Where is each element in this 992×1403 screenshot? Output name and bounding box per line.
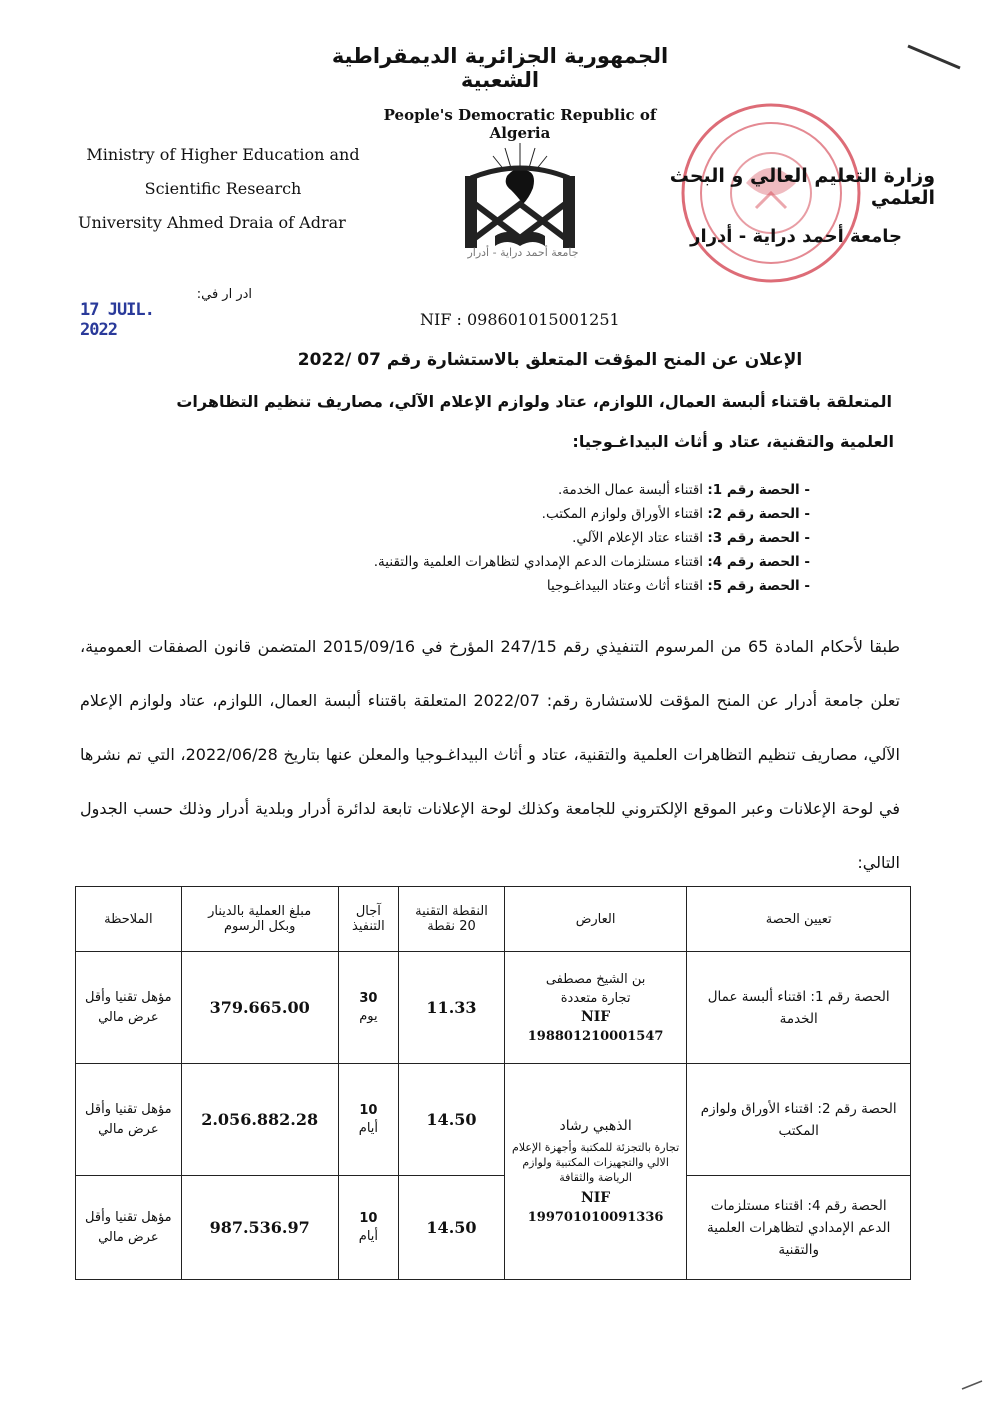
republic-title-ar: الجمهورية الجزائرية الديمقراطية الشعبية	[331, 44, 669, 92]
bidder-nif-value: 199701010091336	[527, 1209, 664, 1225]
university-logo	[445, 138, 595, 270]
lot-text: اقتناء عتاد الإعلام الآلي.	[572, 530, 704, 546]
table-row	[76, 1064, 911, 1176]
amount-header-line1: مبلغ العملية بالدينار	[208, 904, 312, 919]
announcement-subheading-2: العلمية والتقنية، عتاد و أثاث البيداغـوجيا:	[572, 432, 894, 451]
lots-list	[250, 478, 810, 598]
col-header-score	[399, 887, 505, 952]
cell-delay	[338, 1176, 399, 1280]
delay-unit: أيام	[358, 1228, 379, 1244]
cell-delay	[338, 1064, 399, 1176]
announcement-heading: الإعلان عن المنح المؤقت المتعلق بالاستشارة رقم 07 /2022	[297, 350, 803, 370]
lot-label: - الحصة رقم 5:	[707, 578, 810, 594]
cell-amount: 2.056.882.28	[181, 1064, 338, 1176]
delay-header-line2: التنفيذ	[352, 919, 385, 934]
col-header-amount	[181, 887, 338, 952]
table-header-row	[76, 887, 911, 952]
lot-text: اقتناء أثاث وعتاد البيداغـوجيا	[546, 578, 704, 594]
bidder-nif-label: NIF	[580, 1008, 611, 1025]
list-item	[250, 574, 810, 598]
ministry-block-en	[78, 138, 368, 240]
announcement-subheading-1: المتعلقة باقتناء ألبسة العمال، اللوازم، عتاد ولوازم الإعلام الآلي، مصاريف تنظيم التظاهرات	[176, 392, 892, 411]
cell-bidder	[504, 952, 687, 1064]
bidder-nif-value: 198801210001547	[527, 1028, 664, 1044]
col-header-lot: تعيين الحصة	[687, 887, 911, 952]
bidder-name: الذهبي رشاد	[559, 1117, 632, 1134]
delay-number: 30	[359, 990, 378, 1006]
cell-score: 11.33	[399, 952, 505, 1064]
date-stamp: 17 JUIL. 2022	[80, 300, 154, 340]
lot-label: - الحصة رقم 4:	[707, 554, 810, 570]
award-table	[75, 886, 911, 1280]
bidder-activity: تجارة بالتجزئة للمكتبة وأجهزة الإعلام الالي والتجهيزات المكتبية ولوازم الرياضة والثقافة	[512, 1140, 680, 1184]
body-paragraph: طبقا لأحكام المادة 65 من المرسوم التنفيذي رقم 247/15 المؤرخ في 2015/09/16 المتضمن قانون الصفقات العمومية، تعلن جامعة أدرار عن المنح المؤقت للاستشارة رقم: 2022/07 المتعلقة باقتناء ألبسة العمال، اللوازم، عتاد ولوازم الإعلام الآلي، مصاريف تنظيم التظاهرات العلمية والتقنية، عتاد و أثاث البيداغـوجيا والمعلن عنها بتاريخ 2022/06/28، التي تم نشرها في لوحة الإعلانات وعبر الموقع الإلكتروني للجامعة وكذلك لوحة الإعلانات تابعة لدائرة أدرار وبلدية أدرار وذلك حسب الجدول التالي:	[80, 637, 901, 872]
lot-label: - الحصة رقم 2:	[707, 506, 810, 522]
lot-text: اقتناء الأوراق ولوازم المكتب.	[541, 506, 704, 522]
lot-label: - الحصة رقم 1:	[707, 482, 810, 498]
table-row	[76, 1176, 911, 1280]
university-en: University Ahmed Draia of Adrar	[78, 213, 346, 232]
cell-score: 14.50	[399, 1176, 505, 1280]
list-item	[250, 550, 810, 574]
cell-amount: 379.665.00	[181, 952, 338, 1064]
cell-delay	[338, 952, 399, 1064]
delay-number: 10	[359, 1102, 378, 1118]
list-item	[250, 478, 810, 502]
ministry-ar: وزارة التعليم العالي و البحث العلمي	[669, 165, 935, 209]
ministry-en-line2: Scientific Research	[144, 179, 302, 198]
col-header-delay	[338, 887, 399, 952]
pen-mark	[900, 40, 970, 80]
bidder-activity: تجارة متعددة	[560, 990, 631, 1006]
delay-unit: يوم	[359, 1008, 378, 1024]
delay-unit: أيام	[358, 1120, 379, 1136]
score-header-line1: النقطة التقنية	[415, 904, 488, 919]
bidder-nif-label: NIF	[580, 1189, 611, 1206]
col-header-bidder: العارض	[504, 887, 687, 952]
university-nif: NIF : 098601015001251	[420, 310, 620, 329]
delay-number: 10	[359, 1210, 378, 1226]
cell-lot: الحصة رقم 2: اقتناء الأوراق ولوازم المكتب	[687, 1064, 911, 1176]
delay-header-line1: آجال	[355, 904, 381, 919]
cell-score: 14.50	[399, 1064, 505, 1176]
list-item	[250, 502, 810, 526]
cell-lot: الحصة رقم 4: اقتناء مستلزمات الدعم الإمدادي لتظاهرات العلمية والتقنية	[687, 1176, 911, 1280]
lot-text: اقتناء مستلزمات الدعم الإمدادي لتظاهرات العلمية والتقنية.	[373, 554, 704, 570]
university-ar: جامعة أحمد دراية - أدرار	[690, 226, 902, 247]
lot-label: - الحصة رقم 3:	[707, 530, 810, 546]
scan-mark	[958, 1375, 988, 1395]
lot-text: اقتناء ألبسة عمال الخدمة.	[557, 482, 704, 498]
logo-caption: جامعة أحمد دراية - أدرار	[467, 246, 579, 259]
cell-note: مؤهل تقنيا وأقل عرض مالي	[76, 952, 182, 1064]
date-label: ادر ار في:	[196, 287, 252, 302]
cell-note: مؤهل تقنيا وأقل عرض مالي	[76, 1176, 182, 1280]
ministry-en-line1: Ministry of Higher Education and	[86, 145, 360, 164]
cell-note: مؤهل تقنيا وأقل عرض مالي	[76, 1064, 182, 1176]
col-header-note: الملاحظة	[76, 887, 182, 952]
score-header-line2: 20 نقطة	[427, 919, 476, 934]
cell-amount: 987.536.97	[181, 1176, 338, 1280]
amount-header-line2: وبكل الرسوم	[223, 919, 296, 934]
cell-lot: الحصة رقم 1: اقتناء ألبسة عمال الخدمة	[687, 952, 911, 1064]
republic-title-en: People's Democratic Republic of Algeria	[383, 106, 657, 142]
list-item	[250, 526, 810, 550]
table-row	[76, 952, 911, 1064]
bidder-name: بن الشيخ مصطفى	[545, 971, 646, 987]
cell-bidder-shared	[504, 1064, 687, 1280]
